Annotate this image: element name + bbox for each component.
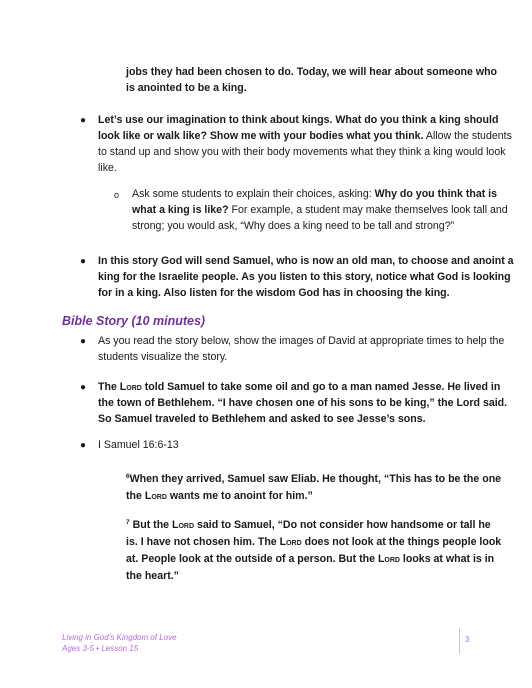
bullet3-line-2: students visualize the story. — [98, 351, 228, 363]
bullet1-line-2-bold: look like or walk like? Show me with your bodies what you think. — [98, 130, 424, 142]
intro-line-2: is anointed to be a king. — [126, 82, 247, 94]
sub-bullet-line-1-bold: Why do you think that is — [374, 188, 498, 200]
footer-lesson-info — [62, 643, 138, 654]
bullet4-line-2: the town of Bethlehem. “I have chosen one of his sons to be king,” the Lord said. — [98, 397, 508, 409]
verse6-line-1-text: When they arrived, Samuel saw Eliab. He thought, “This has to be the one — [129, 473, 502, 485]
verse7-lord-2: Lord — [279, 536, 302, 548]
bullet-marker: ● — [80, 382, 87, 393]
verse7-line-2 — [126, 534, 501, 550]
footer-title: Living in God’s Kingdom of Love — [62, 633, 177, 642]
page-number: 3 — [465, 635, 470, 644]
verse6-lord: Lord — [144, 490, 167, 502]
verse7-line-3b: looks at what is in — [399, 553, 495, 565]
verse7-line-2a: is. I have not chosen him. The — [126, 536, 280, 548]
bullet1-line-4: like. — [98, 162, 117, 174]
verse6-number: 6 — [126, 473, 130, 480]
bullet2-line-2: king for the Israelite people. As you listen to this story, notice what God is looking — [98, 271, 511, 283]
scripture-reference: I Samuel 16:6-13 — [98, 439, 179, 451]
bullet-marker: ● — [80, 256, 87, 267]
sub-bullet-line-3: strong; you would ask, “Why does a king need to be tall and strong?” — [132, 220, 455, 232]
footer-lesson: Lesson 15 — [101, 644, 139, 653]
bullet4-the: The — [98, 381, 120, 393]
verse7-line-2b: does not look at the things people look — [301, 536, 502, 548]
footer-divider — [459, 628, 460, 654]
verse7-line-4: the heart.” — [126, 570, 179, 582]
bullet2-line-3: for in a king. Also listen for the wisdom God has in choosing the king. — [98, 287, 450, 299]
verse6-line-2 — [126, 488, 313, 504]
footer-ages: Ages 3-5 — [62, 644, 95, 653]
bullet2-line-1: In this story God will send Samuel, who is now an old man, to choose and anoint a — [98, 255, 514, 267]
verse6-line-2b: wants me to anoint for him.” — [166, 490, 313, 502]
intro-line-1: jobs they had been chosen to do. Today, we will hear about someone who — [126, 66, 498, 78]
bullet1-line-2 — [98, 128, 512, 144]
bullet-marker: ● — [80, 115, 87, 126]
bullet4-line-1-rest: told Samuel to take some oil and go to a man named Jesse. He lived in — [141, 381, 501, 393]
sub-bullet-marker: o — [114, 190, 120, 200]
verse7-line-3 — [126, 551, 494, 567]
footer-separator: • — [96, 644, 100, 653]
section-heading: Bible Story (10 minutes) — [62, 314, 206, 328]
bullet1-line-2-normal: Allow the students — [423, 130, 512, 142]
verse7-line-1 — [126, 517, 491, 533]
verse7-lord-1: Lord — [172, 519, 195, 531]
sub-bullet-line-2-normal: For example, a student may make themselves look tall and — [228, 204, 508, 216]
verse7-line-1a: But the — [129, 519, 172, 531]
sub-bullet-line-1-normal: Ask some students to explain their choices, asking: — [132, 188, 375, 200]
bullet4-line-3: So Samuel traveled to Bethlehem and asked to see Jesse’s sons. — [98, 413, 426, 425]
sub-bullet-line-1 — [132, 186, 497, 202]
verse7-line-1b: said to Samuel, “Do not consider how handsome or tall he — [194, 519, 491, 531]
verse6-line-2a: the — [126, 490, 145, 502]
bullet3-line-1: As you read the story below, show the images of David at appropriate times to help the — [98, 335, 505, 347]
bullet4-lord: Lord — [119, 381, 142, 393]
bullet1-line-3: to stand up and show you with their body movements what they think a king would look — [98, 146, 506, 158]
verse7-line-3a: at. People look at the outside of a person. But the — [126, 553, 378, 565]
verse7-number: 7 — [126, 519, 130, 526]
verse6-line-1 — [126, 471, 501, 487]
sub-bullet-line-2 — [132, 202, 508, 218]
sub-bullet-line-2-bold: what a king is like? — [132, 204, 229, 216]
bullet4-line-1 — [98, 379, 500, 395]
bullet1-line-1: Let’s use our imagination to think about kings. What do you think a king should — [98, 114, 499, 126]
bullet-marker: ● — [80, 336, 87, 347]
bullet-marker: ● — [80, 440, 87, 451]
verse7-lord-3: Lord — [377, 553, 400, 565]
